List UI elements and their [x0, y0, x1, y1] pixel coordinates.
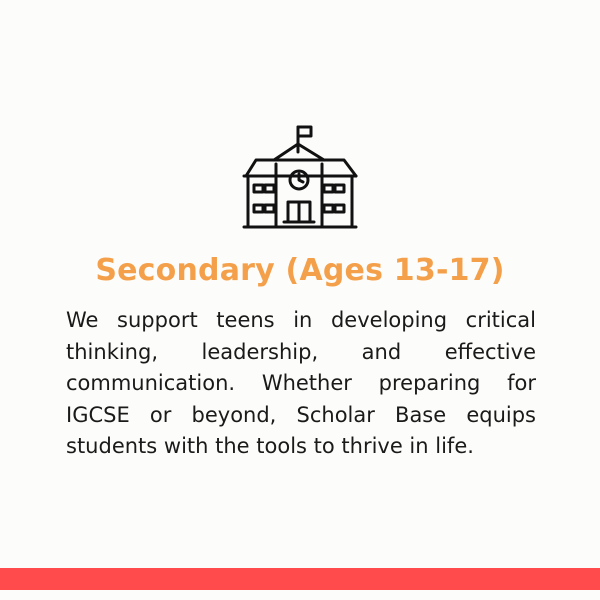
- card-title: Secondary (Ages 13-17): [95, 253, 505, 288]
- school-building-icon: [240, 124, 360, 230]
- card-description: We support teens in developing critical thinking, leadership, and effective communication. Whether preparing for IGCSE or beyond, Scholar Base equips students with the tools to thrive in life.: [66, 308, 536, 458]
- accent-bar: [0, 568, 600, 590]
